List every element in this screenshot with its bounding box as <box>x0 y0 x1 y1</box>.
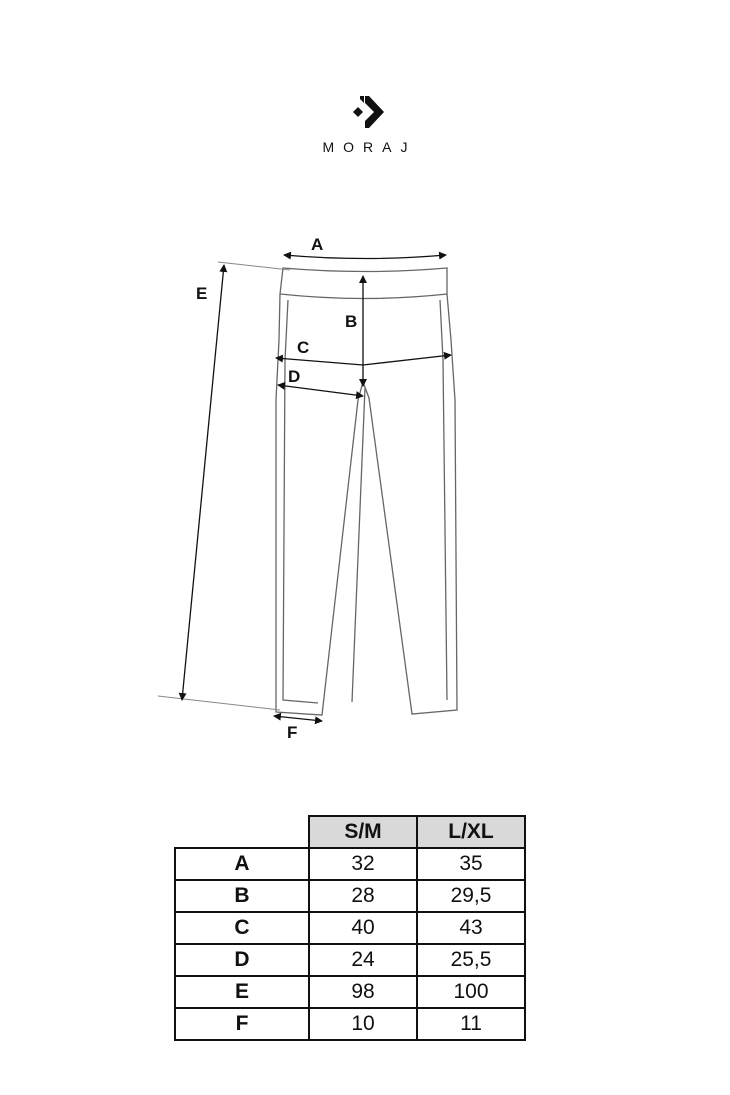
dimension-f-arrow <box>274 716 322 721</box>
table-cell: 24 <box>309 944 417 976</box>
table-row <box>175 848 525 880</box>
row-label: B <box>175 880 309 912</box>
row-label: F <box>175 1008 309 1040</box>
table-cell: 10 <box>309 1008 417 1040</box>
table-cell: 35 <box>417 848 525 880</box>
right-leg-inner-seam <box>440 300 447 700</box>
label-c: C <box>297 338 310 357</box>
label-e: E <box>196 284 208 303</box>
table-corner-cell <box>175 816 309 848</box>
table-header-row <box>175 816 525 848</box>
table-row <box>175 944 525 976</box>
table-cell: 43 <box>417 912 525 944</box>
top-guide-line <box>218 262 290 270</box>
dimension-arrows <box>182 255 451 721</box>
bottom-guide-line <box>158 696 280 710</box>
table-cell: 40 <box>309 912 417 944</box>
brand-name: MORAJ <box>322 139 417 155</box>
dimension-a-arrow <box>284 255 446 259</box>
table-row <box>175 912 525 944</box>
table-cell: 100 <box>417 976 525 1008</box>
header-l-xl: L/XL <box>417 816 525 848</box>
row-label: C <box>175 912 309 944</box>
table-cell: 11 <box>417 1008 525 1040</box>
row-label: A <box>175 848 309 880</box>
header-s-m: S/M <box>309 816 417 848</box>
table-row <box>175 880 525 912</box>
table-row <box>175 1008 525 1040</box>
label-b: B <box>345 312 358 331</box>
label-f: F <box>287 723 298 742</box>
row-label: D <box>175 944 309 976</box>
size-chart-table <box>174 815 526 1041</box>
label-d: D <box>288 367 301 386</box>
label-a: A <box>311 235 324 254</box>
left-leg-outer <box>276 294 363 715</box>
table-cell: 98 <box>309 976 417 1008</box>
dimension-d-arrow <box>278 385 363 396</box>
dimension-e-arrow <box>182 265 224 700</box>
row-label: E <box>175 976 309 1008</box>
table-cell: 28 <box>309 880 417 912</box>
table-row <box>175 976 525 1008</box>
table-cell: 25,5 <box>417 944 525 976</box>
leggings-outline <box>276 268 457 715</box>
table-cell: 29,5 <box>417 880 525 912</box>
guide-lines <box>158 262 290 710</box>
table-cell: 32 <box>309 848 417 880</box>
